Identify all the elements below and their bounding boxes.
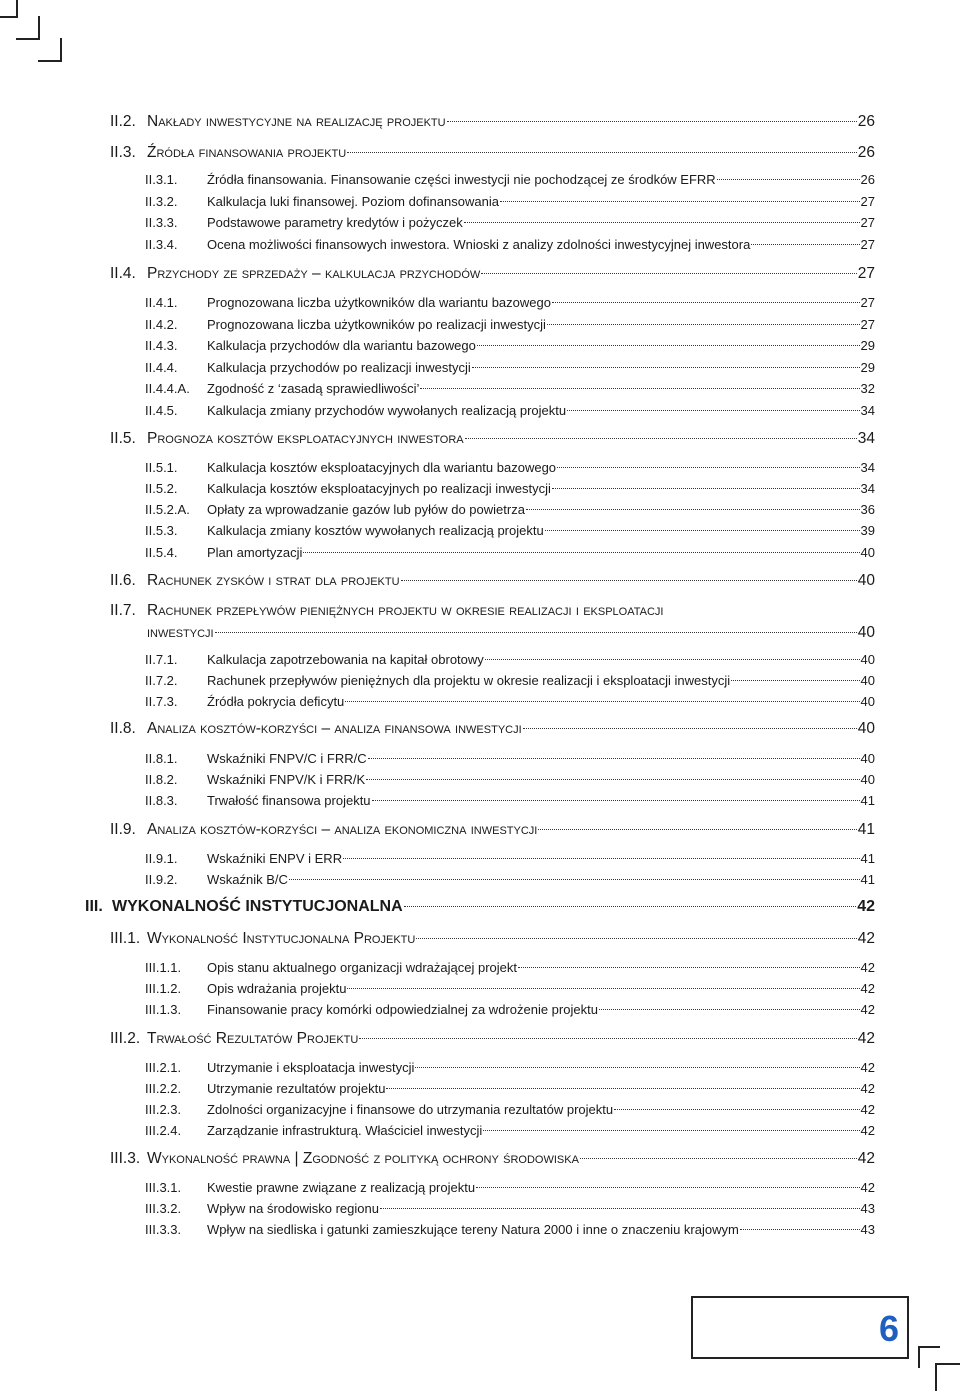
toc-entry-page: 42: [860, 1180, 875, 1195]
toc-entry-number: II.9.1.: [145, 851, 178, 866]
toc-entry-page: 40: [860, 673, 875, 688]
toc-entry[interactable]: [145, 793, 875, 808]
toc-entry-page: 29: [860, 360, 875, 375]
toc-entry[interactable]: [145, 295, 875, 310]
toc-entry-title: Prognozowana liczba użytkowników po realizacji inwestycji: [207, 317, 546, 332]
toc-entry-title: Zarządzanie infrastrukturą. Właściciel inwestycji: [207, 1123, 483, 1138]
toc-entry-title: Ocena możliwości finansowych inwestora. Wnioski z analizy zdolności inwestycyjnej inwestora: [207, 237, 751, 252]
toc-leader-dots: [416, 938, 856, 939]
toc-entry-title: Kalkulacja zapotrzebowania na kapitał obrotowy: [207, 652, 484, 667]
toc-entry-page: 26: [860, 172, 875, 187]
toc-leader-dots: [380, 1208, 860, 1209]
toc-leader-dots: [215, 632, 857, 633]
toc-entry-number: II.8.3.: [145, 793, 178, 808]
toc-entry-page: 41: [857, 821, 875, 838]
toc-leader-dots: [526, 509, 860, 510]
toc-entry-number: II.4.: [110, 265, 136, 282]
toc-leader-dots: [476, 1187, 859, 1188]
toc-entry-number: III.1.1.: [145, 960, 182, 975]
toc-entry[interactable]: [145, 237, 875, 252]
toc-entry-number: III.2.1.: [145, 1060, 182, 1075]
toc-leader-dots: [347, 152, 857, 153]
toc-leader-dots: [740, 1229, 860, 1230]
toc-entry-title: Rachunek zysków i strat dla projektu: [147, 572, 400, 589]
toc-entry-title: Opis stanu aktualnego organizacji wdrażającej projekt: [207, 960, 518, 975]
toc-entry-title: Wpływ na siedliska i gatunki zamieszkujące tereny Natura 2000 i inne o znaczeniu krajowym: [207, 1222, 739, 1237]
toc-leader-dots: [368, 758, 860, 759]
toc-entry-number: II.7.3.: [145, 694, 178, 709]
toc-entry[interactable]: [145, 772, 875, 787]
toc-entry-title: Analiza kosztów-korzyści – analiza ekonomiczna inwestycji: [147, 821, 538, 838]
toc-entry-page: 40: [860, 652, 875, 667]
toc-leader-dots: [500, 201, 860, 202]
toc-leader-dots: [545, 530, 860, 531]
toc-leader-dots: [464, 222, 860, 223]
toc-entry[interactable]: [145, 545, 875, 560]
toc-leader-dots: [366, 779, 859, 780]
toc-entry-number: II.2.: [110, 113, 136, 130]
page-number-box: [691, 1296, 909, 1359]
toc-entry-page: 42: [860, 1060, 875, 1075]
toc-leader-dots: [401, 580, 857, 581]
toc-entry-title: Zgodność z ‘zasadą sprawiedliwości’: [207, 381, 420, 396]
toc-entry-page: 34: [860, 481, 875, 496]
toc-entry-number: II.9.: [110, 821, 136, 838]
toc-entry-page: 34: [860, 460, 875, 475]
toc-entry[interactable]: [145, 360, 875, 375]
toc-entry-title: Wykonalność Instytucjonalna Projektu: [147, 930, 416, 947]
toc-leader-dots: [717, 179, 860, 180]
toc-entry-title: Wskaźniki FNPV/K i FRR/K: [207, 772, 366, 787]
toc-entry-title: Wskaźniki FNPV/C i FRR/C: [207, 751, 367, 766]
toc-entry-number: II.7.2.: [145, 673, 178, 688]
toc-leader-dots: [483, 1130, 859, 1131]
toc-entry-page: 42: [860, 1081, 875, 1096]
toc-entry-title: Prognozowana liczba użytkowników dla wariantu bazowego: [207, 295, 551, 310]
toc-entry-page: 42: [857, 1030, 875, 1047]
toc-entry-title: Opis wdrażania projektu: [207, 981, 347, 996]
toc-entry-number: III.3.2.: [145, 1201, 182, 1216]
toc-entry-number: II.9.2.: [145, 872, 178, 887]
toc-leader-dots: [552, 302, 860, 303]
toc-entry-title: Źródła pokrycia deficytu: [207, 694, 345, 709]
toc-entry[interactable]: [145, 960, 875, 975]
toc-leader-dots: [485, 659, 860, 660]
toc-entry-number: III.3.: [110, 1150, 141, 1167]
toc-entry-page: 42: [857, 898, 875, 915]
toc-entry-page: 40: [857, 572, 875, 589]
toc-entry-title: Prognoza kosztów eksploatacyjnych inwestora: [147, 430, 464, 447]
toc-leader-dots: [552, 488, 860, 489]
toc-leader-dots: [372, 800, 860, 801]
toc-entry-number: III.: [85, 898, 103, 915]
toc-entry-title: inwestycji: [147, 624, 214, 641]
toc-entry-title: Wykonalność prawna | Zgodność z polityką ochrony środowiska: [147, 1150, 579, 1167]
toc-entry-page: 41: [860, 793, 875, 808]
toc-entry-number: II.6.: [110, 572, 136, 589]
toc-entry-page: 39: [860, 523, 875, 538]
toc-entry[interactable]: [147, 624, 875, 642]
toc-entry-number: II.3.4.: [145, 237, 178, 252]
toc-entry-title: Kalkulacja przychodów dla wariantu bazowego: [207, 338, 476, 353]
toc-entry[interactable]: [145, 502, 875, 517]
toc-entry-number: III.1.2.: [145, 981, 182, 996]
toc-leader-dots: [472, 367, 860, 368]
toc-entry-page: 26: [857, 113, 875, 130]
toc-leader-dots: [557, 467, 860, 468]
toc-entry[interactable]: [110, 572, 875, 590]
toc-entry[interactable]: [145, 338, 875, 353]
toc-entry-title: Kalkulacja zmiany kosztów wywołanych realizacją projektu: [207, 523, 544, 538]
toc-entry-number: II.3.1.: [145, 172, 178, 187]
toc-entry-page: 40: [860, 772, 875, 787]
toc-entry[interactable]: [110, 1030, 875, 1048]
toc-entry-page: 27: [860, 194, 875, 209]
toc-entry-number: II.4.4.A.: [145, 381, 190, 396]
toc-entry-number: III.3.1.: [145, 1180, 182, 1195]
toc-entry[interactable]: [145, 1180, 875, 1195]
toc-entry-title: Utrzymanie rezultatów projektu: [207, 1081, 386, 1096]
toc-entry-page: 29: [860, 338, 875, 353]
toc-entry-page: 27: [860, 237, 875, 252]
toc-entry-page: 42: [857, 930, 875, 947]
toc-leader-dots: [481, 273, 856, 274]
toc-entry[interactable]: [85, 898, 875, 916]
toc-leader-dots: [303, 552, 859, 553]
toc-entry-page: 42: [860, 1102, 875, 1117]
toc-entry-number: II.3.: [110, 144, 136, 161]
toc-entry[interactable]: [145, 1002, 875, 1017]
toc-leader-dots: [751, 244, 859, 245]
toc-leader-dots: [538, 829, 856, 830]
toc-leader-dots: [386, 1088, 859, 1089]
toc-entry-number: II.5.2.A.: [145, 502, 190, 517]
toc-entry[interactable]: [145, 872, 875, 887]
toc-entry[interactable]: [145, 1081, 875, 1096]
toc-leader-dots: [518, 967, 860, 968]
toc-entry-number: III.2.: [110, 1030, 141, 1047]
toc-entry-number: III.1.3.: [145, 1002, 182, 1017]
toc-leader-dots: [547, 324, 860, 325]
toc-entry-title: Rachunek przepływów pieniężnych dla projektu w okresie realizacji i eksploatacji inwestycji: [207, 673, 731, 688]
toc-entry-number: II.5.2.: [145, 481, 178, 496]
toc-entry-number: II.7.: [110, 602, 136, 619]
toc-entry-page: 34: [857, 430, 875, 447]
toc-leader-dots: [614, 1109, 859, 1110]
toc-leader-dots: [477, 345, 860, 346]
toc-entry[interactable]: [110, 144, 875, 162]
toc-leader-dots: [731, 680, 859, 681]
toc-entry[interactable]: [145, 673, 875, 688]
toc-entry-title: Plan amortyzacji: [207, 545, 303, 560]
toc-entry[interactable]: [145, 172, 875, 187]
toc-entry[interactable]: [145, 652, 875, 667]
toc-entry-page: 42: [860, 981, 875, 996]
toc-entry-title: Zdolności organizacyjne i finansowe do utrzymania rezultatów projektu: [207, 1102, 614, 1117]
toc-entry-title: Opłaty za wprowadzanie gazów lub pyłów do powietrza: [207, 502, 525, 517]
toc-entry-title: Kalkulacja kosztów eksploatacyjnych po realizacji inwestycji: [207, 481, 551, 496]
toc-entry-page: 32: [860, 381, 875, 396]
toc-entry[interactable]: [145, 694, 875, 709]
toc-entry-title: Nakłady inwestycyjne na realizację projektu: [147, 113, 446, 130]
toc-entry-number: II.5.: [110, 430, 136, 447]
toc-entry-number: II.5.1.: [145, 460, 178, 475]
toc-entry-title: Rachunek przepływów pieniężnych projektu w okresie realizacji i eksploatacji: [147, 602, 664, 619]
toc-entry-page: 41: [860, 851, 875, 866]
toc-entry[interactable]: [110, 430, 875, 448]
toc-entry-title: Trwałość Rezultatów Projektu: [147, 1030, 359, 1047]
toc-entry[interactable]: [110, 1150, 875, 1168]
toc-entry-number: II.4.4.: [145, 360, 178, 375]
toc-entry-page: 40: [860, 751, 875, 766]
toc-entry-title: Kwestie prawne związane z realizacją projektu: [207, 1180, 476, 1195]
toc-entry-number: II.3.3.: [145, 215, 178, 230]
page-number: 6: [878, 1308, 899, 1349]
toc-entry-title: Utrzymanie i eksploatacja inwestycji: [207, 1060, 415, 1075]
toc-leader-dots: [580, 1158, 857, 1159]
toc-entry[interactable]: [110, 602, 663, 620]
toc-leader-dots: [404, 906, 857, 907]
toc-entry-title: Przychody ze sprzedaży – kalkulacja przychodów: [147, 265, 481, 282]
toc-entry-page: 40: [860, 694, 875, 709]
toc-entry-number: III.2.2.: [145, 1081, 182, 1096]
toc-entry-page: 40: [857, 624, 875, 641]
toc-entry[interactable]: [110, 930, 875, 948]
toc-entry[interactable]: [145, 1123, 875, 1138]
toc-entry[interactable]: [145, 403, 875, 418]
toc-entry-number: II.8.1.: [145, 751, 178, 766]
toc-entry[interactable]: [110, 720, 875, 738]
corner-decoration-top-left-inner2: [38, 38, 62, 62]
toc-leader-dots: [420, 388, 859, 389]
toc-entry-number: II.8.: [110, 720, 136, 737]
toc-entry-page: 42: [857, 1150, 875, 1167]
toc-entry-title: Kalkulacja przychodów po realizacji inwestycji: [207, 360, 471, 375]
toc-entry-title: WYKONALNOŚĆ INSTYTUCJONALNA: [112, 898, 403, 915]
toc-entry-number: III.2.3.: [145, 1102, 182, 1117]
toc-entry-page: 27: [860, 215, 875, 230]
toc-leader-dots: [523, 728, 857, 729]
toc-leader-dots: [289, 879, 860, 880]
toc-entry-number: II.4.1.: [145, 295, 178, 310]
corner-decoration-top-left-inner: [16, 16, 40, 40]
toc-entry-number: II.4.3.: [145, 338, 178, 353]
toc-entry-number: III.1.: [110, 930, 141, 947]
toc-entry-page: 42: [860, 1123, 875, 1138]
toc-entry-page: 43: [860, 1201, 875, 1216]
toc-entry-page: 27: [860, 295, 875, 310]
toc-entry[interactable]: [145, 381, 875, 396]
toc-entry[interactable]: [145, 1201, 875, 1216]
toc-entry[interactable]: [145, 851, 875, 866]
toc-entry-title: Kalkulacja luki finansowej. Poziom dofinansowania: [207, 194, 499, 209]
toc-entry-page: 42: [860, 960, 875, 975]
toc-leader-dots: [347, 988, 859, 989]
toc-entry-title: Źródła finansowania projektu: [147, 144, 347, 161]
toc-entry-number: II.3.2.: [145, 194, 178, 209]
toc-entry-page: 26: [857, 144, 875, 161]
toc-leader-dots: [447, 121, 857, 122]
toc-entry[interactable]: [145, 460, 875, 475]
toc-entry-number: II.4.2.: [145, 317, 178, 332]
toc-entry[interactable]: [145, 194, 875, 209]
toc-entry[interactable]: [110, 265, 875, 283]
toc-entry[interactable]: [145, 481, 875, 496]
toc-entry-page: 34: [860, 403, 875, 418]
toc-entry-title: Analiza kosztów-korzyści – analiza finansowa inwestycji: [147, 720, 522, 737]
toc-leader-dots: [599, 1009, 860, 1010]
toc-entry-title: Podstawowe parametry kredytów i pożyczek: [207, 215, 463, 230]
toc-entry-page: 40: [857, 720, 875, 737]
toc-entry-title: Wskaźniki ENPV i ERR: [207, 851, 343, 866]
toc-entry-page: 43: [860, 1222, 875, 1237]
corner-decoration-bottom-right: [935, 1363, 960, 1391]
toc-entry-page: 36: [860, 502, 875, 517]
toc-entry[interactable]: [145, 751, 875, 766]
toc-leader-dots: [415, 1067, 859, 1068]
toc-entry-title: Wskaźnik B/C: [207, 872, 288, 887]
toc-entry-number: II.8.2.: [145, 772, 178, 787]
toc-entry[interactable]: [110, 113, 875, 131]
toc-leader-dots: [465, 438, 857, 439]
toc-entry[interactable]: [145, 317, 875, 332]
toc-entry-page: 27: [857, 265, 875, 282]
toc-entry-title: Trwałość finansowa projektu: [207, 793, 371, 808]
toc-entry[interactable]: [145, 1222, 875, 1237]
toc-entry[interactable]: [145, 981, 875, 996]
toc-entry-title: Źródła finansowania. Finansowanie części inwestycji nie pochodzącej ze środków EFRR: [207, 172, 716, 187]
toc-leader-dots: [359, 1038, 856, 1039]
toc-entry-title: Kalkulacja zmiany przychodów wywołanych realizacją projektu: [207, 403, 567, 418]
toc-entry-title: Kalkulacja kosztów eksploatacyjnych dla wariantu bazowego: [207, 460, 557, 475]
toc-leader-dots: [343, 858, 859, 859]
toc-leader-dots: [345, 701, 859, 702]
toc-entry-page: 27: [860, 317, 875, 332]
toc-entry-title: Finansowanie pracy komórki odpowiedzialnej za wdrożenie projektu: [207, 1002, 598, 1017]
toc-leader-dots: [567, 410, 859, 411]
toc-entry-number: III.3.3.: [145, 1222, 182, 1237]
toc-entry-number: II.5.4.: [145, 545, 178, 560]
toc-entry[interactable]: [145, 1060, 875, 1075]
toc-entry-number: III.2.4.: [145, 1123, 182, 1138]
toc-entry-number: II.7.1.: [145, 652, 178, 667]
toc-entry[interactable]: [145, 523, 875, 538]
toc-entry-page: 41: [860, 872, 875, 887]
toc-entry-number: II.4.5.: [145, 403, 178, 418]
toc-entry-title: Wpływ na środowisko regionu: [207, 1201, 379, 1216]
toc-entry[interactable]: [145, 1102, 875, 1117]
toc-entry-number: II.5.3.: [145, 523, 178, 538]
toc-entry[interactable]: [145, 215, 875, 230]
toc-entry-page: 42: [860, 1002, 875, 1017]
toc-entry[interactable]: [110, 821, 875, 839]
toc-entry-page: 40: [860, 545, 875, 560]
